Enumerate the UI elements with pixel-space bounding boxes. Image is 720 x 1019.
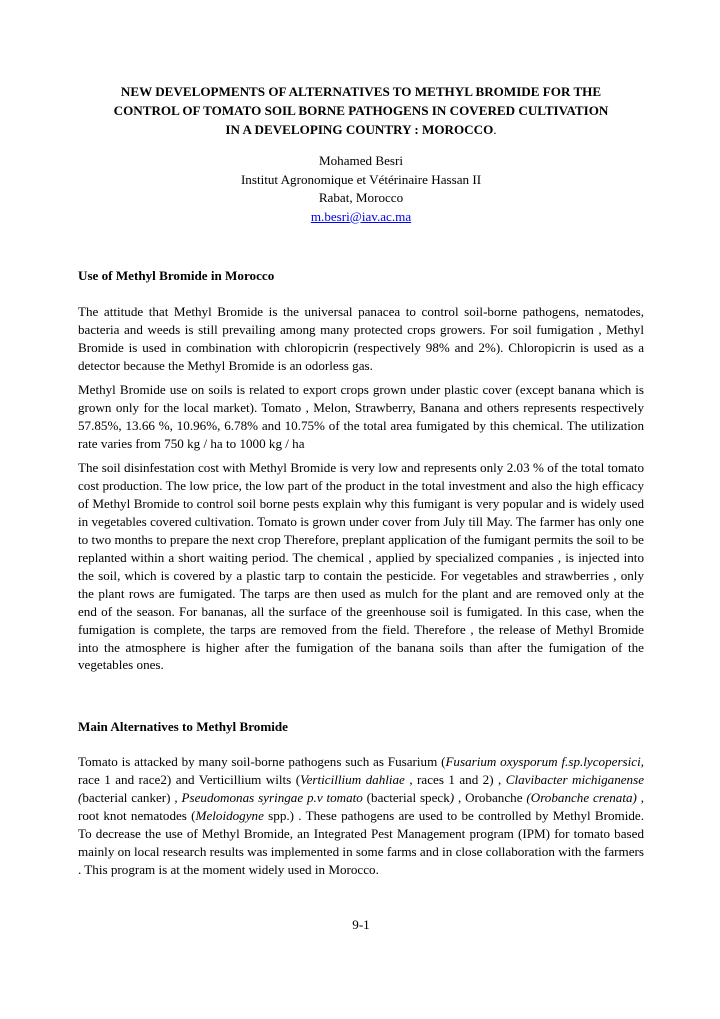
section-heading-alternatives: Main Alternatives to Methyl Bromide <box>78 719 288 734</box>
author-email-link[interactable]: m.besri@iav.ac.ma <box>310 208 412 224</box>
title-line-2: CONTROL OF TOMATO SOIL BORNE PATHOGENS IN COVERED CULTIVATION <box>113 103 609 118</box>
author-block <box>78 152 644 226</box>
p4-italic-clavibacter: Clavibacter michiganense ( <box>78 771 645 805</box>
paragraph-4 <box>78 753 644 879</box>
p4-italic-fusarium: Fusarium oxysporum f.sp.lycopersici <box>445 754 641 769</box>
title-line-3 <box>78 120 644 139</box>
p4-text-3: , races 1 and 2) , <box>404 771 506 787</box>
paragraph-2: Methyl Bromide use on soils is related to export crops grown under plastic cover (except banana which is grown only for the local market). Tomato , Melon, Strawberry, Banana and others represents respectively 57.85%, 13.66 %, 10.96%, 6.78% and 10.75% of the total area fumigated by this chemical. The utilization rate varies from 750 kg / ha to 1000 kg / ha <box>78 382 644 451</box>
p4-italic-paren: ) <box>449 789 455 805</box>
p4-text-6: , Orobanche <box>454 789 527 805</box>
title-line-3-text: IN A DEVELOPING COUNTRY : MOROCCO <box>225 122 494 137</box>
p4-text-4: bacterial canker) <box>82 789 175 805</box>
p4-text-2: , race 1 and race2) and Verticillium wilts ( <box>78 754 645 787</box>
p4-italic-orobanche: (Orobanche crenata) <box>526 789 637 805</box>
p4-text-1: Tomato is attacked by many soil-borne pathogens such as Fusarium ( <box>78 754 446 769</box>
author-name: Mohamed Besri <box>318 153 403 168</box>
page-number: 9-1 <box>352 917 370 932</box>
p4-italic-meloidogyne: Meloidogyne <box>195 807 264 823</box>
title-line-1: NEW DEVELOPMENTS OF ALTERNATIVES TO METHYL BROMIDE FOR THE <box>120 84 602 99</box>
p4-text-7: , root knot nematodes ( <box>78 789 644 823</box>
title-trailing-period: . <box>493 122 497 137</box>
paragraph-1: The attitude that Methyl Bromide is the universal panacea to control soil-borne pathogens, nematodes, bacteria and weeds is still prevailing among many protected crops growers. For soil fumigation , Methyl Bromide is used in combination with chloropicrin (respectively 98% and 2%). Chloropicrin is used as a detector because the Methyl Bromide is an odorless gas. <box>78 304 644 373</box>
paragraph-3: The soil disinfestation cost with Methyl Bromide is very low and represents only 2.03 % of the total tomato cost production. The low price, the low part of the product in the total investment and also the high efficacy of Methyl Bromide to control soil borne pests explain why this fumigant is very popular and is widely used in vegetables covered cultivation. Tomato is grown under cover from July till May. The farmer has only one to two months to prepare the next crop Therefore, preplant application of the fumigant permits the soil to be replanted within a short waiting period. The chemical , applied by specialized companies , is injected into the soil, which is covered by a plastic tarp to contain the pesticide. For vegetables and strawberries , only the plant rows are fumigated. The tarps are then used as mulch for the plant and are removed only at the end of the season. For bananas, all the surface of the greenhouse soil is fumigated. In this case, when the fumigation is complete, the tarps are removed from the field. Therefore , the release of Methyl Bromide into the atmosphere is higher after the fumigation of the banana soils than after the fumigation of the vegetables ones. <box>78 460 644 673</box>
author-location: Rabat, Morocco <box>318 190 404 205</box>
p4-text-5: (bacterial speck <box>362 789 450 805</box>
p4-italic-verticillium: Verticillium dahliae <box>300 771 405 787</box>
paper-title <box>78 82 644 139</box>
p4-italic-pseudomonas: , Pseudomonas syringae p.v tomato <box>174 789 363 805</box>
section-heading-use: Use of Methyl Bromide in Morocco <box>78 268 275 283</box>
author-institution: Institut Agronomique et Vétérinaire Hassan II <box>240 171 482 187</box>
p4-text-8: spp.) . These pathogens are used to be controlled by Methyl Bromide. To decrease the use of Methyl Bromide, an Integrated Pest Management program (IPM) for tomato based mainly on local research results was implemented in some farms and in close collaboration with the farmers . This program is at the moment widely used in Morocco. <box>78 807 645 877</box>
